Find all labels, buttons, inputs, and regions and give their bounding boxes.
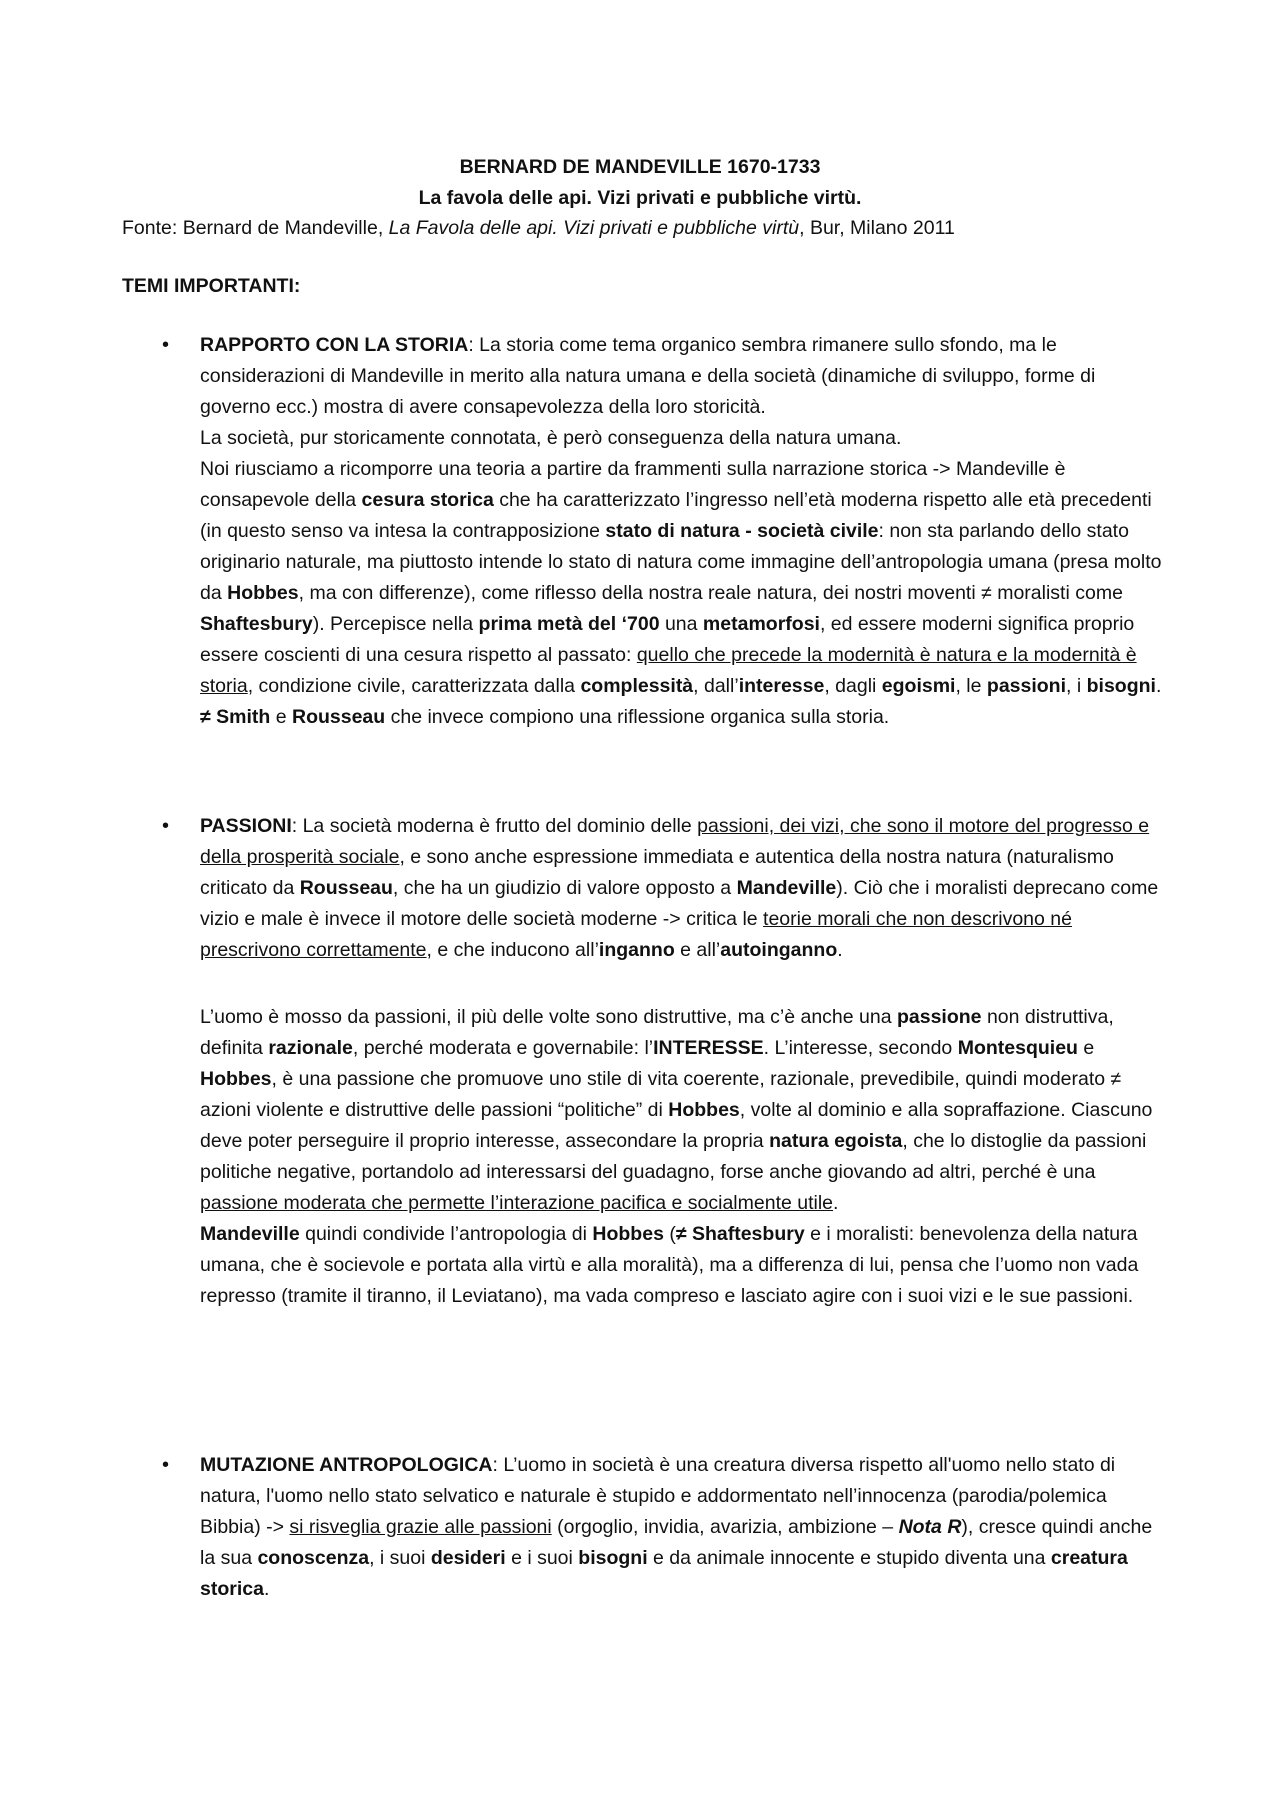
text-run: : La storia come tema organico sembra rimanere sullo sfondo, ma le considerazioni di Mandeville in merito alla natura umana e della società (dinamiche di sviluppo, forme di governo ecc.) mostra di avere consapevolezza della loro storicità. xyxy=(200,334,1096,418)
paragraph xyxy=(200,702,1162,733)
section-body xyxy=(200,811,1162,1312)
text-run: , ma con differenze), come riflesso della nostra reale natura, dei nostri moventi ≠ moralisti come xyxy=(298,582,1123,604)
text-run: Montesquieu xyxy=(957,1037,1078,1059)
text-run: bisogni xyxy=(1086,675,1156,697)
text-run: ). Percepisce nella xyxy=(312,613,479,635)
text-run: Noi riusciamo a ricomporre una teoria a partire da frammenti sulla narrazione storica -> Mandeville è consapevole della xyxy=(200,458,1066,511)
bullet-icon: • xyxy=(162,334,170,356)
bullet-icon: • xyxy=(162,1454,170,1476)
text-run: ( xyxy=(663,1223,676,1245)
text-run: quindi condivide l’antropologia di xyxy=(299,1223,593,1245)
text-run: ). Ciò che i moralisti deprecano come vizio e male è invece il motore delle società moderne -> critica le xyxy=(200,877,1159,930)
title-block xyxy=(0,152,1280,214)
text-run: Nota R xyxy=(898,1516,962,1538)
text-run: , è una passione che promuove uno stile di vita coerente, razionale, prevedibile, quindi moderato ≠ azioni violente e distruttive delle passioni “politiche” di xyxy=(200,1068,1122,1121)
text-run: , volte al dominio e alla sopraffazione. Ciascuno deve poter perseguire il proprio interesse, assecondare la propria xyxy=(200,1099,1153,1152)
text-run: una xyxy=(659,613,703,635)
text-run: . L’interesse, secondo xyxy=(763,1037,958,1059)
text-run: complessità xyxy=(580,675,694,697)
text-run: prima metà del ‘700 xyxy=(478,613,660,635)
text-run: Shaftesbury xyxy=(200,613,313,635)
section-body xyxy=(200,1450,1162,1605)
text-run: RAPPORTO CON LA STORIA xyxy=(200,334,469,356)
text-run: , le xyxy=(955,675,987,697)
text-run: , e sono anche espressione immediata e autentica della nostra natura (naturalismo criticato da xyxy=(200,846,1114,899)
text-run: desideri xyxy=(430,1547,506,1569)
source-work-title: La Favola delle api. Vizi privati e pubbliche virtù xyxy=(388,217,800,239)
source-suffix: , Bur, Milano 2011 xyxy=(799,217,955,239)
text-run: , che lo distoglie da passioni politiche negative, portandolo ad interessarsi del guadagno, forse anche giovando ad altri, perché è una xyxy=(200,1130,1147,1183)
text-run: Rousseau xyxy=(291,706,386,728)
text-run: Mandeville xyxy=(736,877,837,899)
text-run: che ha caratterizzato l’ingresso nell’età moderna rispetto alle età precedenti (in questo senso va intesa la contrapposizione xyxy=(200,489,1152,542)
text-run: , e che inducono all’ xyxy=(426,939,599,961)
text-run: , i suoi xyxy=(369,1547,431,1569)
text-run: quello che precede la modernità è natura e la modernità è storia xyxy=(200,644,1137,697)
paragraph xyxy=(200,1450,1162,1605)
paragraph xyxy=(200,330,1162,423)
section-body xyxy=(200,330,1162,733)
text-run: , che ha un giudizio di valore opposto a xyxy=(392,877,737,899)
text-run: passioni xyxy=(986,675,1067,697)
text-run: non distruttiva, definita xyxy=(200,1006,1114,1059)
text-run: e i moralisti: benevolenza della natura umana, che è socievole e portata alla virtù e alla moralità), ma a differenza di lui, pensa che l’uomo non vada represso (tramite il tiranno, il Leviatano), ma vada compreso e lasciato agire con i suoi vizi e le sue passioni. xyxy=(200,1223,1139,1307)
text-run: PASSIONI xyxy=(200,815,292,837)
section-mutazione-antropologica xyxy=(122,1450,1162,1605)
paragraph xyxy=(200,423,1162,454)
text-run: cesura storica xyxy=(361,489,494,511)
text-run: Hobbes xyxy=(200,1068,272,1090)
section-heading: TEMI IMPORTANTI: xyxy=(122,275,301,297)
text-run: (orgoglio, invidia, avarizia, ambizione – xyxy=(551,1516,899,1538)
text-run: teorie morali che non descrivono né prescrivono correttamente xyxy=(200,908,1072,961)
text-run: INTERESSE xyxy=(653,1037,764,1059)
paragraph-gap xyxy=(200,966,1162,1002)
bullet-icon: • xyxy=(162,815,170,837)
text-run: e da animale innocente e stupido diventa una xyxy=(647,1547,1051,1569)
text-run: passione moderata che permette l’interazione pacifica e socialmente utile xyxy=(200,1192,834,1214)
text-run: passione xyxy=(896,1006,982,1028)
text-run: e all’ xyxy=(674,939,721,961)
text-run: razionale xyxy=(268,1037,353,1059)
text-run: passioni, dei vizi, che sono il motore del progresso e della prosperità sociale xyxy=(200,815,1150,868)
section-rapporto-storia xyxy=(122,330,1162,733)
source-prefix: Fonte: Bernard de Mandeville, xyxy=(122,217,389,239)
text-run: Hobbes xyxy=(668,1099,740,1121)
text-run: Mandeville xyxy=(200,1223,300,1245)
text-run: inganno xyxy=(598,939,675,961)
text-run: : non sta parlando dello stato originario naturale, ma piuttosto intende lo stato di natura come immagine dell’antropologia umana (presa molto da xyxy=(200,520,1162,604)
text-run: , perché moderata e governabile: l’ xyxy=(352,1037,654,1059)
document-title: BERNARD DE MANDEVILLE 1670-1733 xyxy=(459,156,821,178)
text-run: creatura storica xyxy=(200,1547,1128,1600)
text-run: interesse xyxy=(738,675,825,697)
document-subtitle: La favola delle api. Vizi privati e pubbliche virtù. xyxy=(418,187,862,209)
text-run: stato di natura - società civile xyxy=(605,520,879,542)
text-run: . xyxy=(1155,675,1162,697)
text-run: , i xyxy=(1066,675,1087,697)
text-run: Hobbes xyxy=(227,582,299,604)
text-run: e xyxy=(1077,1037,1095,1059)
paragraph xyxy=(200,1219,1162,1312)
text-run: ≠ Shaftesbury xyxy=(675,1223,805,1245)
text-run: MUTAZIONE ANTROPOLOGICA xyxy=(200,1454,493,1476)
text-run: e xyxy=(270,706,292,728)
text-run: , dall’ xyxy=(693,675,739,697)
text-run: natura egoista xyxy=(769,1130,903,1152)
paragraph xyxy=(200,811,1162,966)
text-run: L’uomo è mosso da passioni, il più delle volte sono distruttive, ma c’è anche una xyxy=(200,1006,897,1028)
text-run: . xyxy=(263,1578,270,1600)
text-run: La società, pur storicamente connotata, è però conseguenza della natura umana. xyxy=(200,427,902,449)
text-run: metamorfosi xyxy=(702,613,820,635)
text-run: conoscenza xyxy=(257,1547,370,1569)
text-run: , dagli xyxy=(824,675,882,697)
text-run: autoinganno xyxy=(720,939,838,961)
paragraph xyxy=(200,1002,1162,1219)
text-run: si risveglia grazie alle passioni xyxy=(289,1516,552,1538)
section-passioni xyxy=(122,811,1162,1312)
text-run: , condizione civile, caratterizzata dalla xyxy=(247,675,581,697)
text-run: , ed essere moderni significa proprio essere coscienti di una cesura rispetto al passato: xyxy=(200,613,1135,666)
text-run: e i suoi xyxy=(505,1547,579,1569)
text-run: ), cresce quindi anche la sua xyxy=(200,1516,1153,1569)
text-run: bisogni xyxy=(578,1547,648,1569)
text-run: . xyxy=(837,939,843,961)
text-run: che invece compiono una riflessione organica sulla storia. xyxy=(385,706,890,728)
text-run: . xyxy=(833,1192,839,1214)
text-run: : La società moderna è frutto del dominio delle xyxy=(291,815,698,837)
paragraph xyxy=(200,454,1162,702)
text-run: Rousseau xyxy=(299,877,393,899)
text-run: egoismi xyxy=(881,675,956,697)
text-run: : L’uomo in società è una creatura diversa rispetto all'uomo nello stato di natura, l'uomo nello stato selvatico e naturale è stupido e addormentato nell’innocenza (parodia/polemica Bibbia) -> xyxy=(200,1454,1116,1538)
text-run: Hobbes xyxy=(592,1223,664,1245)
source-citation xyxy=(122,213,1222,244)
text-run: ≠ Smith xyxy=(200,706,271,728)
